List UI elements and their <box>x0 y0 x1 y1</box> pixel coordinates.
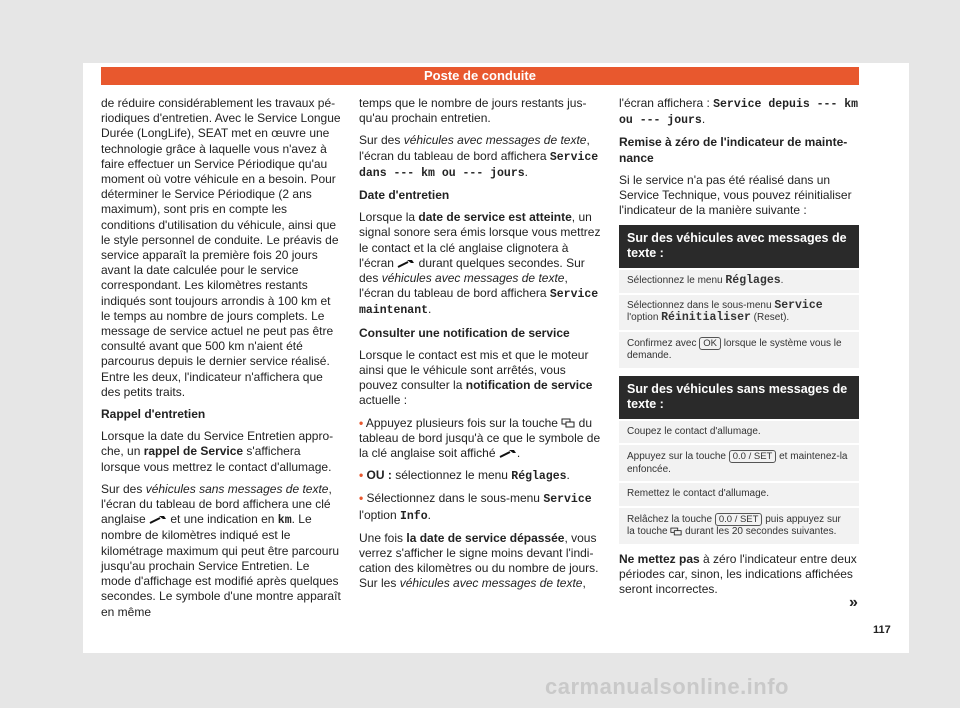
paragraph-ecran: l'écran affichera : Service depuis --- km ou --- jours. <box>619 96 859 128</box>
list-item: • Appuyez plusieurs fois sur la touche du tableau de bord jusqu'à ce que le symbole de la clé anglaise soit affiché . <box>359 415 601 461</box>
bullet-icon: • <box>359 491 364 506</box>
heading-date: Date d'entretien <box>359 188 450 203</box>
watermark: carmanualsonline.info <box>545 674 789 699</box>
list-item: • OU : sélectionnez le menu Réglages. <box>359 468 570 484</box>
step-row: Appuyez sur la touche 0.0 / SET et maintenez-la enfoncée. <box>619 443 859 481</box>
continue-mark: » <box>849 594 858 611</box>
box-title: Sur des véhicules avec messages de texte : <box>619 225 859 268</box>
paragraph-warning: Ne mettez pas à zéro l'indicateur entre deux périodes car, sinon, les indications affichées seront incorrectes. <box>619 551 857 597</box>
step-row: Remettez le contact d'allumage. <box>619 481 859 506</box>
step-row: Relâchez la touche 0.0 / SET puis appuyez sur la touche durant les 20 secondes suivantes. <box>619 506 859 544</box>
column-3 <box>619 96 859 605</box>
paragraph-reset: Si le service n'a pas été réalisé dans un Service Technique, vous pouvez réinitialiser l'indicateur de la manière suivante : <box>619 172 852 218</box>
paragraph-depassee: Une fois la date de service dépassée, vous verrez s'afficher le signe moins devant l'indication des kilomètres ou du nombre de jours. Sur les véhicules avec messages de texte, <box>359 530 599 591</box>
bullet-icon: • <box>359 415 364 430</box>
display-button-icon <box>670 527 682 536</box>
paragraph-consult: Lorsque le contact est mis et que le moteur ainsi que le véhicule sont arrêtés, vous pouvez consulter la notification de service actuelle : <box>359 347 593 408</box>
set-key: 0.0 / SET <box>729 450 777 463</box>
wrench-icon <box>499 449 517 459</box>
step-row: Sélectionnez le menu Réglages. <box>619 268 859 293</box>
procedure-box-sans-messages <box>619 376 859 544</box>
column-2 <box>359 96 601 599</box>
page-number: 117 <box>873 624 891 636</box>
paragraph-continuation: temps que le nombre de jours restants jusqu'au prochain entretien. <box>359 96 587 126</box>
paragraph-rappel: Lorsque la date du Service Entretien approche, un rappel de Service s'affichera lorsque vous mettrez le contact d'allumage. <box>101 429 334 474</box>
procedure-box-avec-messages <box>619 225 859 368</box>
step-row: Sélectionnez dans le sous-menu Service l'option Réinitialiser (Reset). <box>619 293 859 330</box>
paragraph-avec-messages: Sur des véhicules avec messages de texte, l'écran du tableau de bord affichera Service dans --- km ou --- jours. <box>359 133 599 180</box>
set-key: 0.0 / SET <box>715 513 763 526</box>
display-button-icon <box>561 418 575 428</box>
box-title: Sur des véhicules sans messages de texte : <box>619 376 859 419</box>
paragraph-intro: de réduire considérablement les travaux périodiques d'entretien. Avec le Service Longue Durée (LongLife), SEAT met en œuvre une technologie grâce à laquelle vous n'avez à faire effectuer un Service Périodique qu'au moment où votre véhicule en a besoin. Pour déterminer le Service Périodique (2 ans maximum), sont pris en compte les conditions d'utilisation du véhicule, ainsi que le style personnel de conduite. Le préavis de service apparaît la première fois 20 jours avant la date calculée pour le service correspondant. Les kilomètres restants indiqués sont toujours arrondis à 100 km et le temps au nombre de jours complets. Le message de service actuel ne peut pas être consulté avant que 500 km n'aient été parcourus depuis le dernier service réalisé. Entre les deux, l'indicateur n'affichera que des petits traits. <box>101 96 341 399</box>
heading-consult: Consulter une notification de service <box>359 325 570 340</box>
ok-key: OK <box>699 337 721 350</box>
heading-reset: Remise à zéro de l'indicateur de maintenance <box>619 135 848 165</box>
bullet-icon: • <box>359 468 367 483</box>
list-item: • Sélectionnez dans le sous-menu Service l'option Info. <box>359 491 592 523</box>
column-1 <box>101 96 341 627</box>
step-row: Coupez le contact d'allumage. <box>619 419 859 444</box>
paragraph-date: Lorsque la date de service est atteinte, un signal sonore sera émis lorsque vous mettrez le contact et la clé anglaise clignotera à l'écran durant quelques secondes. Sur des véhicules avec messages de texte, l'écran du tableau de bord affichera Service maintenant. <box>359 210 601 318</box>
step-row: Confirmez avec OK lorsque le système vous le demande. <box>619 330 859 368</box>
page-header: Poste de conduite <box>101 67 859 85</box>
wrench-icon <box>149 515 167 525</box>
wrench-icon <box>397 259 415 269</box>
paragraph-sans-messages: Sur des véhicules sans messages de texte, l'écran du tableau de bord affichera une clé anglaise et une indication en km. Le nombre de kilomètres indiqué est le kilométrage maximum qui peut être parcouru jusqu'au prochain Service Entretien. Le mode d'affichage est modifié après quelques secondes. Le symbole d'une montre apparaît en même <box>101 481 341 619</box>
heading-rappel: Rappel d'entretien <box>101 407 206 422</box>
